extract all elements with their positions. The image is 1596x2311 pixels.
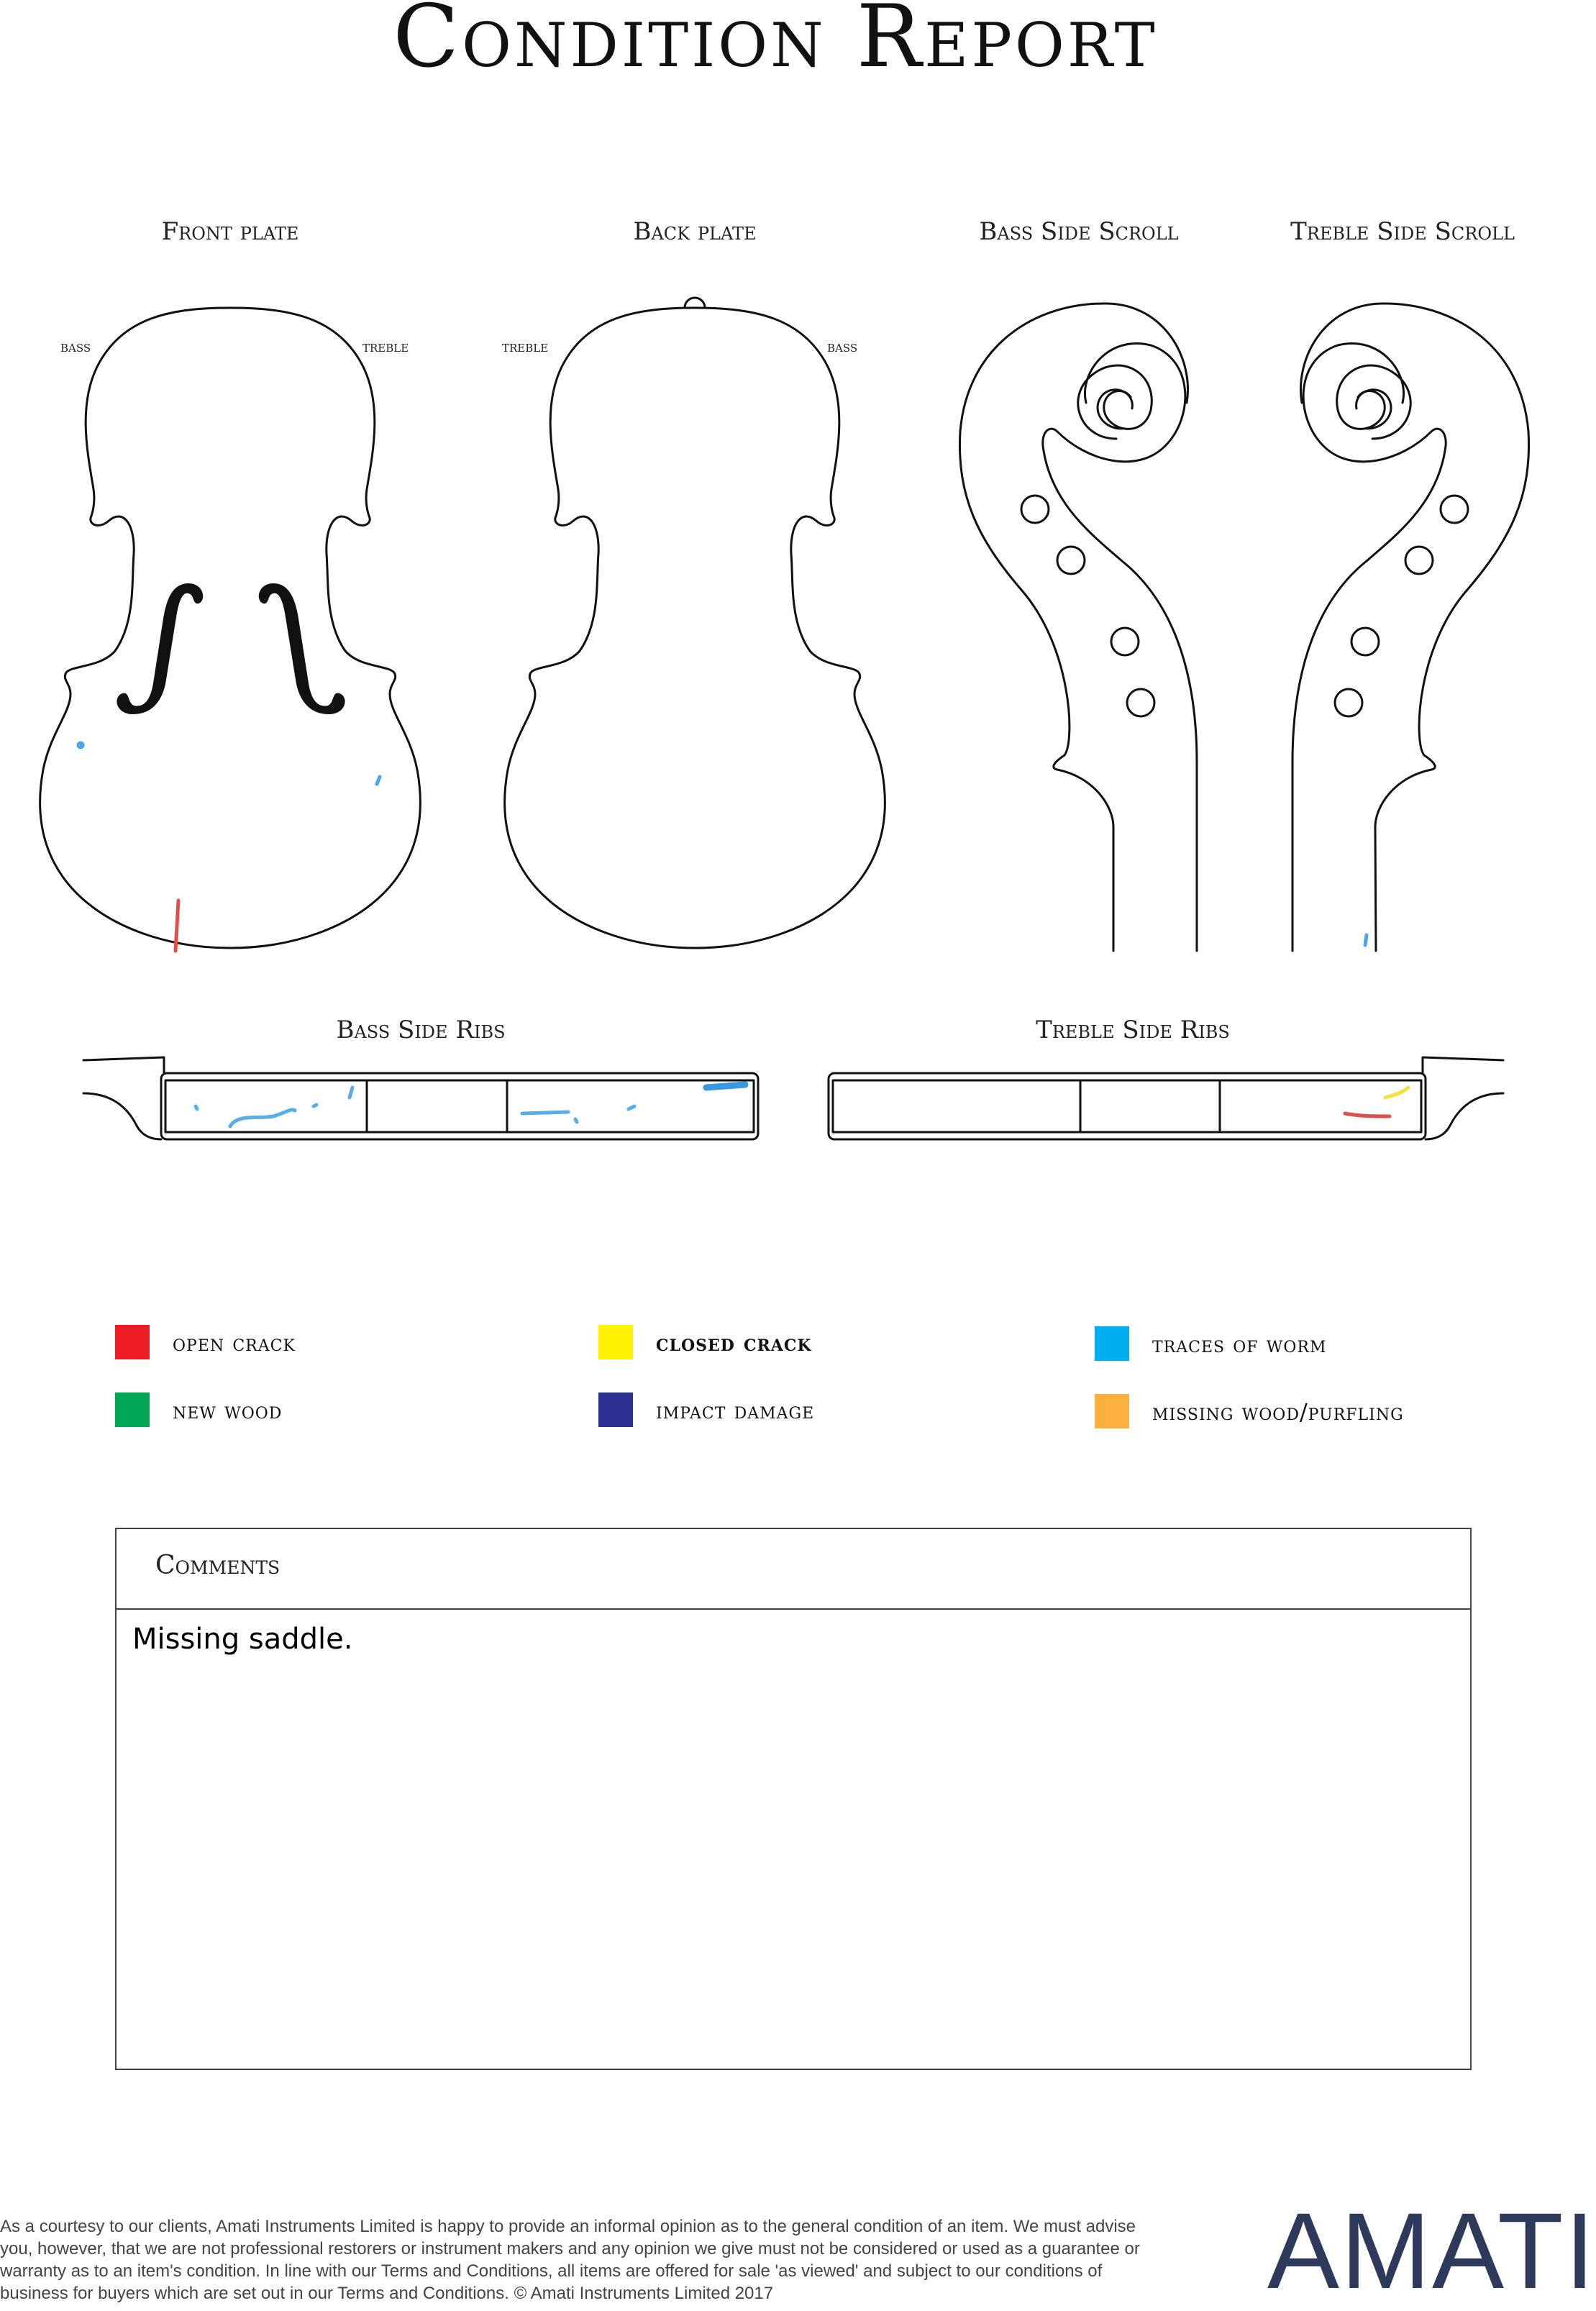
bass-peg-hole-2 [1057, 547, 1085, 574]
marking-worm-scroll [1365, 935, 1367, 945]
marking-worm-bass-ribs-7 [629, 1106, 634, 1109]
bass-ribs-label: Bass Side Ribs [336, 1016, 506, 1044]
treble-ribs-label: Treble Side Ribs [1036, 1016, 1230, 1044]
f-holes [117, 584, 344, 714]
f-hole-right [260, 584, 345, 714]
disclaimer-text: As a courtesy to our clients, Amati Instruments Limited is happy to provide an informal opinion as to the general condition of an item. We must advise you, however, that we are not professional restorers or instrument makers and any opinion we give must not be considered or used as a guarantee or warranty as to an item's condition. In line with our Terms and Conditions, all items are offered for sale 'as viewed' and subject to our conditions of business for buyers which are set out in our Terms and Conditions. © Amati Instruments Limited 2017 [0, 2217, 1140, 2303]
treble-ribs-frame [829, 1073, 1426, 1139]
condition-markings [78, 743, 1408, 1126]
marking-worm-bass-ribs-3 [314, 1105, 316, 1106]
marking-worm-bass-ribs-8 [706, 1085, 745, 1088]
back-bass-label: bass [827, 338, 858, 356]
front-treble-label: treble [362, 338, 409, 356]
marking-worm-front-1 [78, 743, 83, 747]
legend-label: new wood [173, 1397, 283, 1424]
marking-closed-crack-treble-ribs [1385, 1088, 1408, 1098]
back-treble-label: treble [502, 338, 549, 356]
legend-label: closed crack [656, 1329, 812, 1357]
marking-worm-bass-ribs-6 [575, 1119, 577, 1122]
treble-peg-hole-4 [1335, 689, 1362, 716]
marking-worm-bass-ribs-5 [522, 1112, 568, 1113]
marking-worm-bass-ribs-1 [230, 1110, 295, 1126]
bass-peg-hole-4 [1127, 689, 1154, 716]
legend-swatch [1095, 1394, 1129, 1428]
bass-ribs-frame [161, 1073, 758, 1139]
page-title: Condition Report [393, 0, 1158, 87]
bass-peg-hole-3 [1111, 628, 1139, 655]
back-plate-outline [505, 308, 885, 948]
back-plate-label: Back plate [633, 217, 757, 246]
marking-open-crack-treble-ribs [1345, 1113, 1390, 1116]
comments-box [115, 1528, 1472, 2070]
front-plate-outline [40, 308, 421, 948]
marking-worm-bass-ribs-2 [196, 1106, 197, 1109]
marking-worm-front-2 [377, 777, 380, 784]
comments-text: Missing saddle. [132, 1623, 353, 1656]
front-plate-label: Front plate [161, 217, 299, 246]
legend-label: traces of worm [1152, 1331, 1327, 1358]
legend-swatch [115, 1325, 150, 1359]
bass-peg-hole-1 [1021, 496, 1049, 523]
legend-swatch [115, 1392, 150, 1427]
comments-header [117, 1529, 1470, 1610]
amati-logo: AMATI [1267, 2190, 1596, 2311]
treble-peg-hole-1 [1441, 496, 1468, 523]
legend-swatch [598, 1325, 633, 1359]
treble-scroll-label: Treble Side Scroll [1290, 217, 1515, 246]
legend-swatch [1095, 1326, 1129, 1361]
legend-swatch [598, 1392, 633, 1427]
front-bass-label: bass [60, 338, 91, 356]
comments-heading: Comments [155, 1551, 281, 1580]
instrument-diagram [0, 0, 1551, 1165]
legend-label: impact damage [656, 1397, 815, 1424]
bass-scroll-label: Bass Side Scroll [979, 217, 1179, 246]
back-button [685, 298, 705, 308]
treble-peg-hole-2 [1405, 547, 1433, 574]
legend-label: missing wood/purfling [1152, 1398, 1404, 1426]
treble-peg-hole-3 [1351, 628, 1379, 655]
legend-label: open crack [173, 1329, 296, 1357]
marking-worm-bass-ribs-4 [350, 1088, 352, 1098]
